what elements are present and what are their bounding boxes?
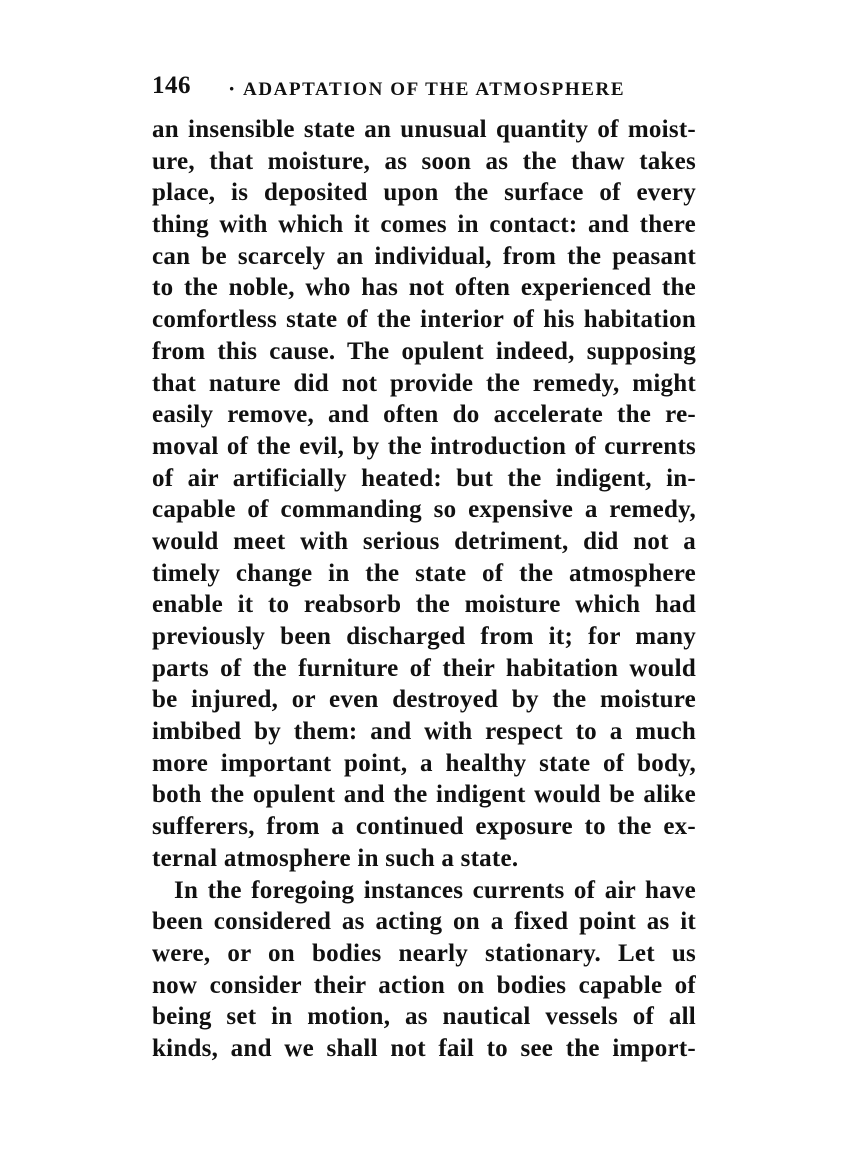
text-line: were, or on bodies nearly stationary. Let us — [152, 939, 696, 967]
text-line: ternal atmosphere in such a state. — [152, 844, 519, 872]
text-line: timely change in the state of the atmosphere — [152, 559, 696, 587]
text-line: been considered as acting on a fixed point as it — [152, 908, 696, 936]
text-line: In the foregoing instances currents of air have — [174, 876, 696, 904]
text-line: imbibed by them: and with respect to a much — [152, 718, 696, 746]
text-line: thing with which it comes in contact: and there — [152, 211, 696, 239]
body-text — [152, 114, 696, 1065]
text-line: both the opulent and the indigent would be alike — [152, 781, 696, 809]
text-line: easily remove, and often do accelerate the re- — [152, 401, 696, 429]
text-line: place, is deposited upon the surface of every — [152, 179, 696, 207]
text-line: enable it to reabsorb the moisture which had — [152, 591, 696, 619]
text-line: moval of the evil, by the introduction of currents — [152, 432, 696, 460]
text-line: an insensible state an unusual quantity of moist- — [152, 116, 696, 143]
text-line: ure, that moisture, as soon as the thaw takes — [152, 147, 696, 175]
text-line: more important point, a healthy state of body, — [152, 749, 696, 777]
text-line: capable of commanding so expensive a remedy, — [152, 496, 696, 524]
text-line: of air artificially heated: but the indigent, in- — [152, 464, 696, 492]
page-number: 146 — [152, 72, 191, 99]
text-line: now consider their action on bodies capable of — [152, 971, 696, 999]
text-line: previously been discharged from it; for many — [152, 623, 696, 650]
text-line: kinds, and we shall not fail to see the import- — [152, 1034, 696, 1062]
text-line: be injured, or even destroyed by the moisture — [152, 686, 696, 714]
text-line: from this cause. The opulent indeed, supposing — [152, 337, 696, 365]
paragraph-2 — [152, 875, 696, 1065]
page-header — [152, 72, 712, 106]
text-line: can be scarcely an individual, from the peasant — [152, 242, 696, 270]
text-line: comfortless state of the interior of his habitation — [152, 306, 696, 334]
text-line: that nature did not provide the remedy, might — [152, 369, 696, 397]
header-separator: · — [228, 76, 236, 101]
text-line: sufferers, from a continued exposure to the ex- — [152, 813, 696, 841]
text-line: being set in motion, as nautical vessels of all — [152, 1003, 696, 1031]
paragraph-1 — [152, 114, 696, 875]
text-line: would meet with serious detriment, did not a — [152, 527, 696, 555]
text-line: to the noble, who has not often experienced the — [152, 274, 696, 302]
text-line: parts of the furniture of their habitation would — [152, 654, 696, 682]
running-title: ADAPTATION OF THE ATMOSPHERE — [243, 79, 626, 100]
